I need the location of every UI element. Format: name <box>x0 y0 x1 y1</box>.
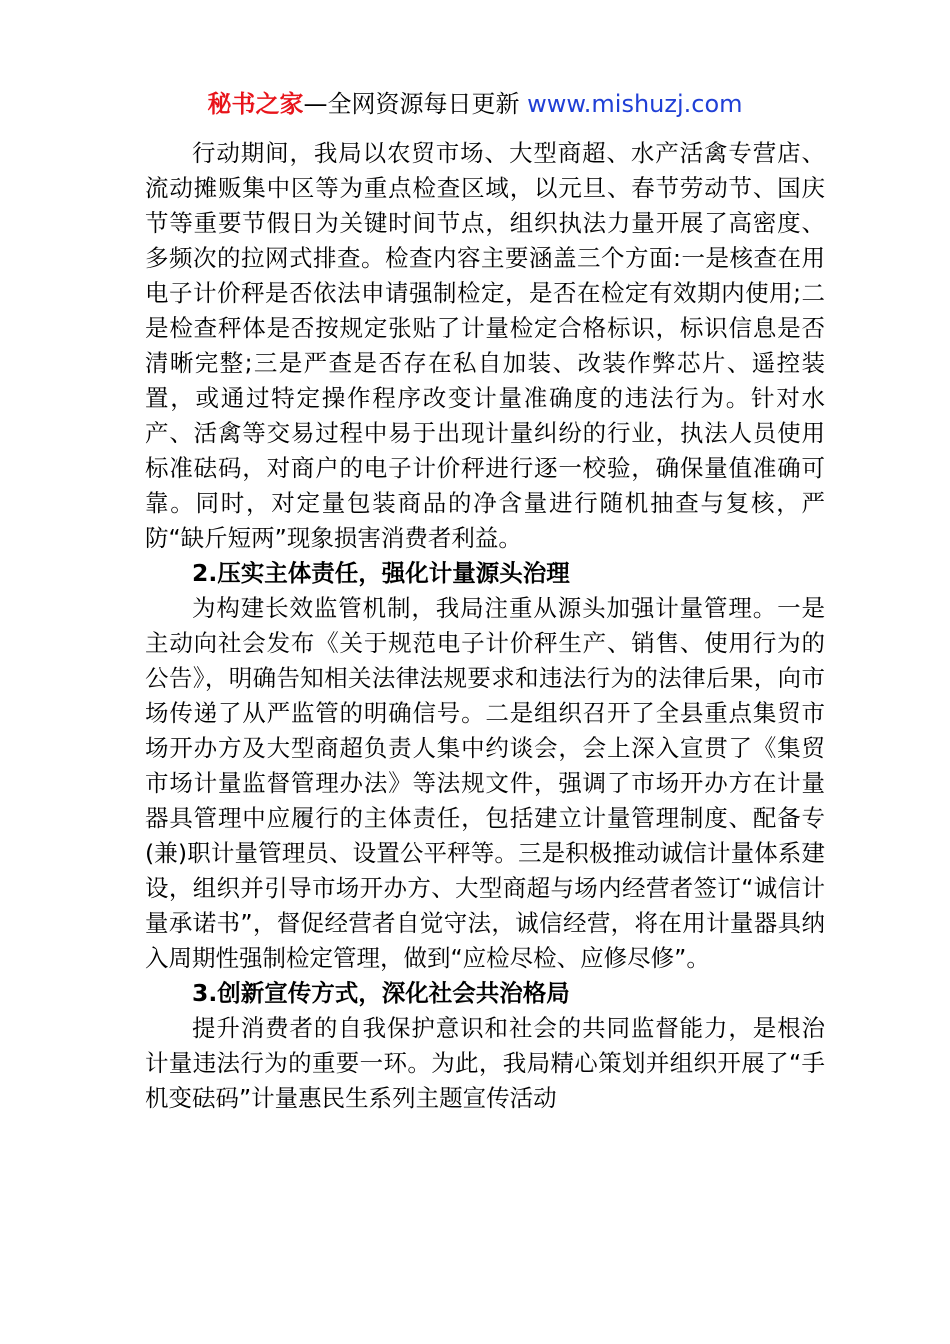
paragraph-publicity: 提升消费者的自我保护意识和社会的共同监督能力，是根治计量违法行为的重要一环。为此，我局精心策划并组织开展了“手机变砝码”计量惠民生系列主题宣传活动 <box>145 1014 825 1112</box>
header-tagline: —全网资源每日更新 <box>303 90 520 118</box>
site-url: www.mishuzj.com <box>527 90 743 118</box>
paragraph-responsibility: 为构建长效监管机制，我局注重从源头加强计量管理。一是主动向社会发布《关于规范电子计价秤生产、销售、使用行为的公告》，明确告知相关法律法规要求和违法行为的法律后果，向市场传递了从严监管的明确信号。二是组织召开了全县重点集贸市场开办方及大型商超负责人集中约谈会，会上深入宣贯了《集贸市场计量监督管理办法》等法规文件，强调了市场开办方在计量器具管理中应履行的主体责任，包括建立计量管理制度、配备专(兼)职计量管理员、设置公平秤等。三是积极推动诚信计量体系建设，组织并引导市场开办方、大型商超与场内经营者签订“诚信计量承诺书”，督促经营者自觉守法，诚信经营，将在用计量器具纳入周期性强制检定管理，做到“应检尽检、应修尽修”。 <box>145 594 825 972</box>
section-heading-2: 2.压实主体责任，强化计量源头治理 <box>192 559 570 587</box>
paragraph-inspection: 行动期间，我局以农贸市场、大型商超、水产活禽专营店、流动摊贩集中区等为重点检查区域，以元旦、春节劳动节、国庆节等重要节假日为关键时间节点，组织执法力量开展了高密度、多频次的拉网式排查。检查内容主要涵盖三个方面:一是核查在用电子计价秤是否依法申请强制检定，是否在检定有效期内使用;二是检查秤体是否按规定张贴了计量检定合格标识，标识信息是否清晰完整;三是严查是否存在私自加装、改装作弊芯片、遥控装置，或通过特定操作程序改变计量准确度的违法行为。针对水产、活禽等交易过程中易于出现计量纠纷的行业，执法人员使用标准砝码，对商户的电子计价秤进行逐一校验，确保量值准确可靠。同时，对定量包装商品的净含量进行随机抽查与复核，严防“缺斤短两”现象损害消费者利益。 <box>145 139 825 552</box>
page-header <box>0 88 950 120</box>
brand-name: 秘书之家 <box>207 90 304 118</box>
section-heading-3: 3.创新宣传方式，深化社会共治格局 <box>192 979 570 1007</box>
document-body <box>145 136 825 1116</box>
